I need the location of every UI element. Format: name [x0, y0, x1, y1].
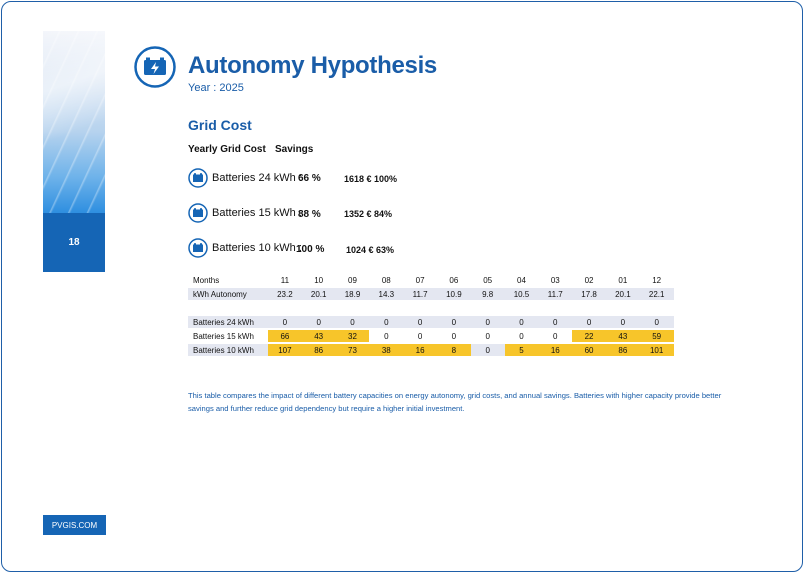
table-cell: 59 [640, 330, 674, 342]
row-label: kWh Autonomy [188, 288, 268, 300]
table-cell: 0 [384, 331, 389, 341]
month-header: 09 [348, 275, 357, 285]
month-header: 04 [517, 275, 526, 285]
table-cell: 8 [437, 344, 471, 356]
table-cell: 43 [302, 330, 336, 342]
month-header: 11 [280, 275, 290, 285]
battery-row-10 [188, 237, 302, 259]
row-label: Batteries 24 kWh [188, 316, 268, 328]
month-header: 10 [314, 275, 324, 285]
table-cell: 0 [302, 316, 336, 328]
table-cell: 11.7 [403, 288, 437, 300]
table-cell: 22 [572, 330, 606, 342]
table-cell: 66 [268, 330, 302, 342]
table-cell: 0 [451, 331, 457, 341]
table-cell: 73 [336, 344, 370, 356]
page-subtitle: Year : 2025 [188, 82, 244, 94]
pvgis-logo[interactable]: PVGIS.COM [43, 515, 106, 535]
battery-savings: 1618 € 100% [344, 174, 398, 184]
table-cell: 0 [417, 331, 423, 341]
battery-savings: 1024 € 63% [346, 245, 395, 255]
table-cell: 23.2 [268, 288, 302, 300]
battery-autonomy: 88 % [298, 209, 321, 220]
month-header: 07 [415, 275, 425, 285]
table-cell: 14.3 [369, 288, 403, 300]
table-cell: 0 [505, 316, 539, 328]
table-cell: 22.1 [640, 288, 674, 300]
table-cell: 0 [336, 316, 370, 328]
battery-row-24 [188, 167, 302, 189]
battery-icon [134, 46, 176, 88]
yearly-grid-cost-header: Yearly Grid Cost [188, 144, 266, 155]
description-text: This table compares the impact of different battery capacities on energy autonomy, grid costs, and annual savings. Batteries with higher capacity provide better savings and further reduce grid dependency but require a higher initial investment. [188, 391, 722, 413]
table-cell: 101 [640, 344, 674, 356]
table-cell: 0 [369, 316, 403, 328]
table-cell: 11.7 [538, 288, 572, 300]
row-label: Batteries 15 kWh [193, 331, 254, 341]
table-cell: 107 [268, 344, 302, 356]
month-header: 12 [652, 275, 662, 285]
table-spacer [188, 302, 674, 314]
battery-icon [188, 238, 208, 258]
table-cell: 16 [403, 344, 437, 356]
battery-icon [188, 168, 208, 188]
page-number: 18 [43, 213, 105, 272]
table-header-row [188, 274, 674, 286]
table-cell: 60 [572, 344, 606, 356]
row-label: Batteries 10 kWh [188, 344, 268, 356]
table-cell: 0 [519, 331, 524, 341]
table-cell: 0 [471, 344, 505, 356]
month-header: 06 [449, 275, 459, 285]
table-cell: 18.9 [336, 288, 370, 300]
table-cell: 5 [505, 344, 539, 356]
table-cell: 16 [538, 344, 572, 356]
table-cell: 0 [553, 331, 558, 341]
months-header: Months [193, 275, 220, 285]
savings-header: Savings [275, 144, 314, 155]
table-cell: 86 [302, 344, 336, 356]
battery-row-15 [188, 202, 302, 224]
monthly-table [188, 272, 674, 358]
battery-autonomy: 66 % [298, 173, 321, 184]
table-row [188, 316, 674, 328]
table-row [188, 344, 674, 356]
battery-label: Batteries 10 kWh : [212, 242, 302, 254]
table-cell: 0 [471, 316, 505, 328]
table-cell: 20.1 [302, 288, 336, 300]
table-cell: 0 [403, 316, 437, 328]
table-cell: 0 [538, 316, 572, 328]
month-header: 03 [550, 275, 560, 285]
battery-savings: 1352 € 84% [344, 209, 393, 219]
table-cell: 0 [606, 316, 640, 328]
table-cell: 0 [437, 316, 471, 328]
table-row [188, 330, 674, 342]
table-cell: 0 [485, 331, 490, 341]
battery-icon [188, 203, 208, 223]
month-header: 05 [483, 275, 493, 285]
table-cell: 0 [268, 316, 302, 328]
table-cell: 43 [606, 330, 640, 342]
table-cell: 17.8 [572, 288, 606, 300]
month-header: 01 [618, 275, 628, 285]
table-cell: 32 [336, 330, 370, 342]
table-cell: 9.8 [471, 288, 505, 300]
page-title: Autonomy Hypothesis [188, 52, 437, 79]
month-header: 02 [584, 275, 594, 285]
table-cell: 20.1 [606, 288, 640, 300]
battery-autonomy: 100 % [296, 244, 325, 255]
table-cell: 10.9 [437, 288, 471, 300]
table-cell: 38 [369, 344, 403, 356]
table-cell: 0 [640, 316, 674, 328]
table-row [188, 288, 674, 300]
month-header: 08 [381, 275, 391, 285]
table-cell: 0 [572, 316, 606, 328]
battery-label: Batteries 24 kWh : [212, 172, 302, 184]
solar-panel-image [43, 31, 105, 213]
table-cell: 10.5 [505, 288, 539, 300]
section-title: Grid Cost [188, 117, 252, 133]
table-cell: 86 [606, 344, 640, 356]
spacer-cell [188, 302, 674, 314]
battery-label: Batteries 15 kWh : [212, 207, 302, 219]
